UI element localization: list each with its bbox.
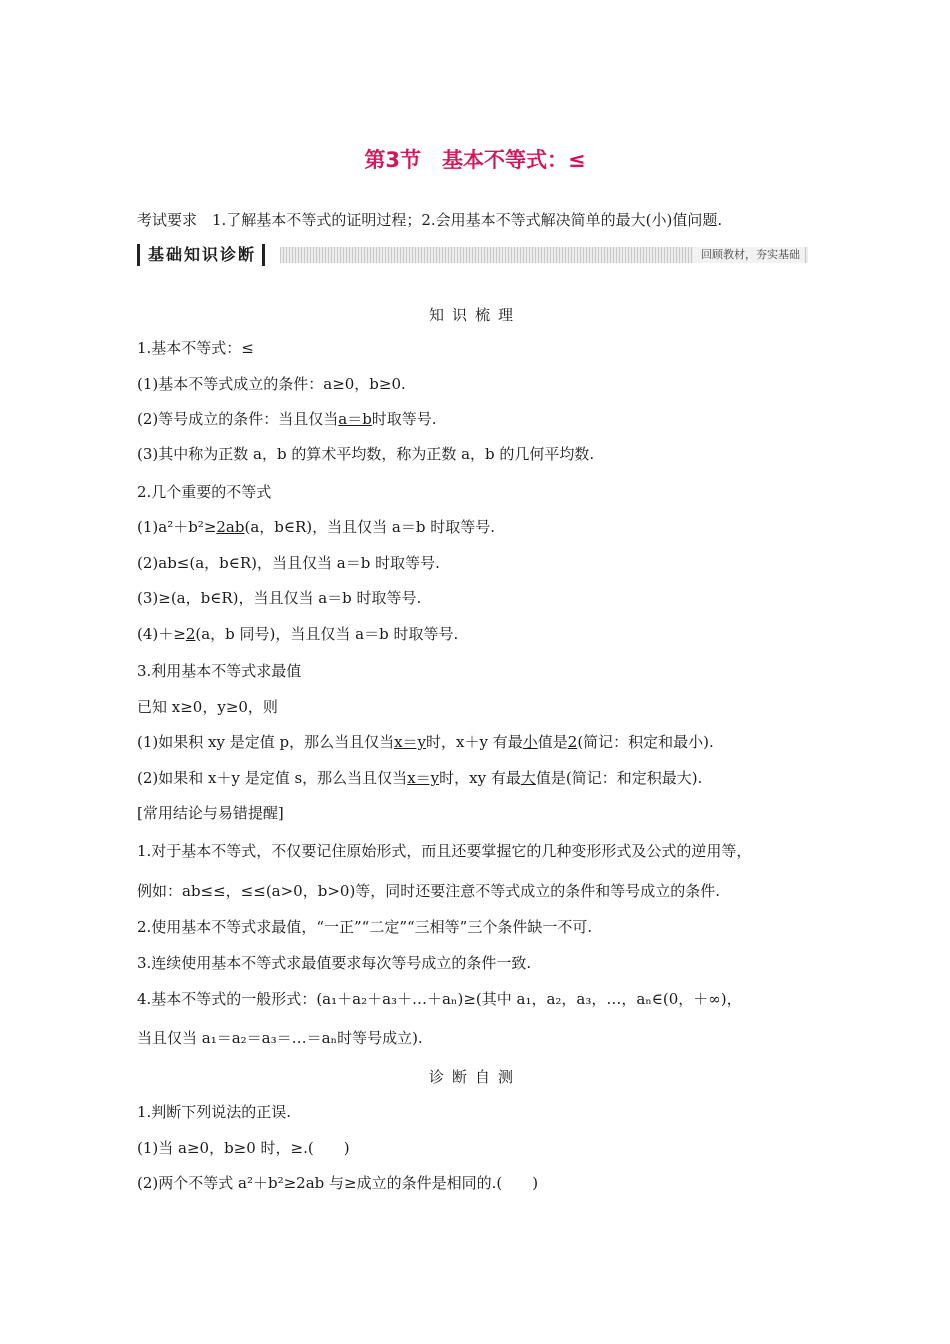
section-heading-selftest: 诊断自测	[428, 1068, 521, 1086]
text-span: (a，b 同号)，当且仅当 a＝b 时取等号.	[195, 625, 459, 643]
text-line: (2)两个不等式 a²＋b²≥2ab 与≥成立的条件是相同的.( )	[137, 1174, 539, 1192]
answer-underline: x＝y	[394, 733, 427, 751]
text-span: 时，xy 有最	[439, 769, 521, 787]
text-line: 3.利用基本不等式求最值	[137, 662, 302, 680]
text-line: 当且仅当 a₁＝a₂＝a₃＝…＝aₙ时等号成立).	[137, 1029, 423, 1047]
text-line: 2.几个重要的不等式	[137, 483, 272, 501]
section-heading-knowledge: 知识梳理	[428, 306, 521, 324]
text-span: (4)＋≥	[137, 625, 186, 643]
exam-requirement: 考试要求 1.了解基本不等式的证明过程；2.会用基本不等式解决简单的最大(小)值问题.	[137, 211, 723, 229]
text-span: 值是	[537, 733, 568, 751]
text-line: (2)ab≤(a，b∈R)，当且仅当 a＝b 时取等号.	[137, 554, 440, 572]
answer-underline: x＝y	[407, 769, 440, 787]
text-span: (1)基本不等式成立的条件：	[137, 375, 324, 393]
answer-underline: 2	[567, 733, 578, 751]
section-banner	[137, 244, 808, 266]
text-line: 1.对于基本不等式，不仅要记住原始形式，而且还要掌握它的几种变形形式及公式的逆用等，	[137, 842, 752, 860]
page-title: 第3节 基本不等式：≤	[364, 148, 586, 172]
text-line: (1)当 a≥0，b≥0 时，≥.( )	[137, 1139, 350, 1157]
text-span: (a，b∈R)，当且仅当 a＝b 时取等号.	[244, 518, 495, 536]
banner-note: 回顾教材，夯实基础	[693, 247, 804, 263]
text-line	[137, 374, 406, 394]
text-line: [常用结论与易错提醒]	[137, 804, 284, 822]
text-line: 3.连续使用基本不等式求最值要求每次等号成立的条件一致.	[137, 954, 532, 972]
text-line: 1.基本不等式：≤	[137, 339, 254, 357]
text-line	[137, 409, 437, 429]
text-span: 时取等号.	[371, 410, 437, 428]
answer-underline: 2	[185, 625, 196, 643]
text-line	[137, 624, 458, 644]
text-line: 已知 x≥0，y≥0，则	[137, 698, 278, 716]
answer-underline: 小	[522, 733, 538, 751]
banner-label: 基础知识诊断	[137, 244, 265, 266]
text-line	[137, 768, 702, 788]
text-span: 时，x＋y 有最	[426, 733, 523, 751]
answer-underline: 大	[520, 769, 536, 787]
text-line: 4.基本不等式的一般形式：(a₁＋a₂＋a₃＋…＋aₙ)≥(其中 a₁，a₂，a₃，…，aₙ∈(0，＋∞)，	[137, 990, 742, 1008]
text-line	[137, 517, 495, 537]
text-span: a≥0，b≥0.	[323, 375, 406, 393]
text-span: (1)a²＋b²≥	[137, 518, 217, 536]
text-span: 值是(简记：和定积最大).	[535, 769, 703, 787]
text-line: (3)≥(a，b∈R)，当且仅当 a＝b 时取等号.	[137, 589, 422, 607]
text-line: 例如：ab≤≤，≤≤(a>0，b>0)等，同时还要注意不等式成立的条件和等号成立的条件.	[137, 882, 721, 900]
text-line: 2.使用基本不等式求最值，“一正”“二定”“三相等”三个条件缺一不可.	[137, 918, 593, 936]
text-line: (3)其中称为正数 a，b 的算术平均数，称为正数 a，b 的几何平均数.	[137, 445, 595, 463]
text-span: (2)如果和 x＋y 是定值 s，那么当且仅当	[137, 769, 408, 787]
answer-underline: 2ab	[216, 518, 245, 536]
answer-underline: a＝b	[338, 410, 372, 428]
text-span: (1)如果积 xy 是定值 p，那么当且仅当	[137, 733, 395, 751]
text-span: (2)等号成立的条件：当且仅当	[137, 410, 339, 428]
text-line: 1.判断下列说法的正误.	[137, 1103, 292, 1121]
text-span: (简记：积定和最小).	[577, 733, 714, 751]
text-line	[137, 732, 714, 752]
